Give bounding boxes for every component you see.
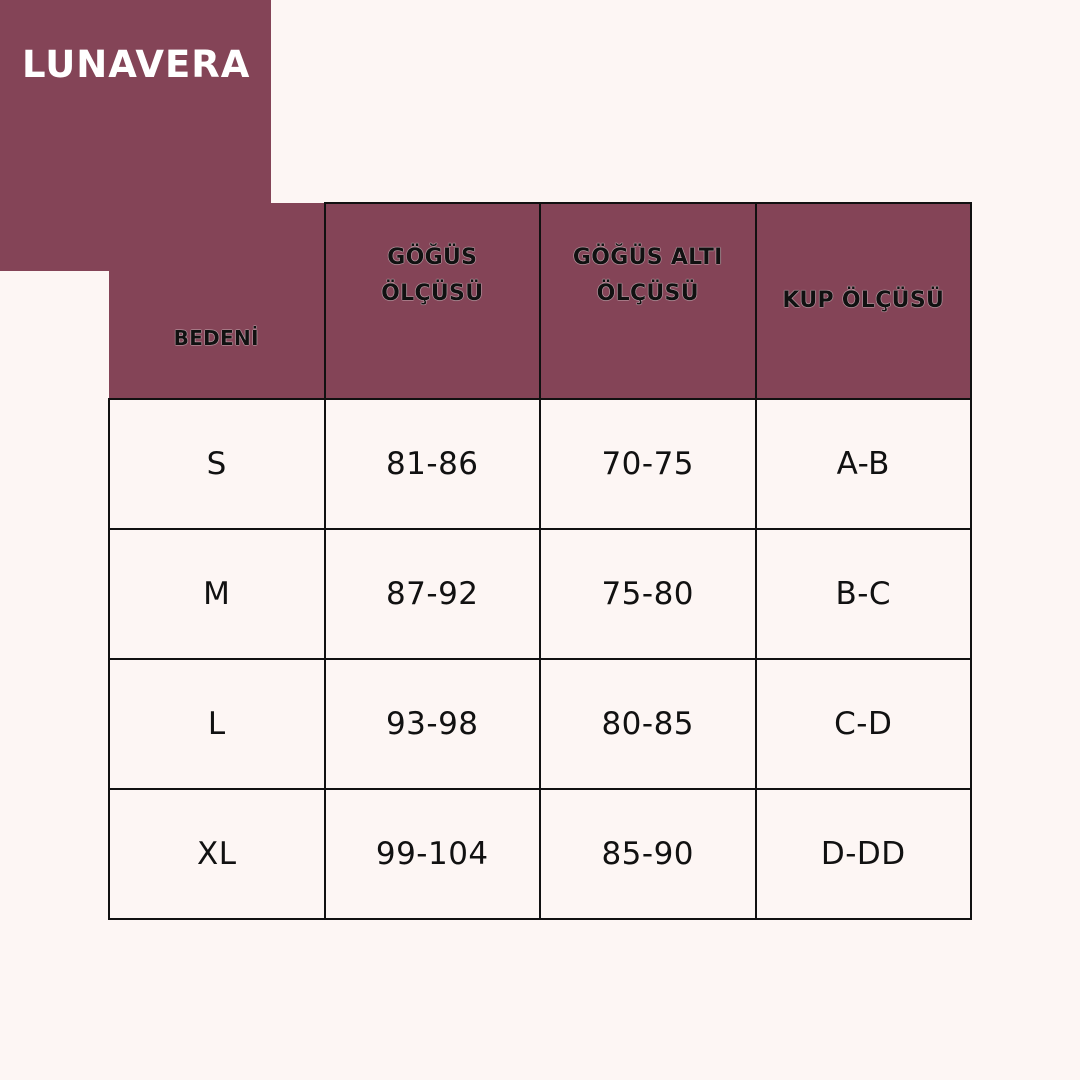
header-underbust (540, 203, 756, 399)
cell-cup: D-DD (756, 789, 972, 919)
cell-chest: 81-86 (325, 399, 541, 529)
cell-underbust: 85-90 (540, 789, 756, 919)
table-header-row (109, 203, 971, 399)
header-chest-label: GÖĞÜS ÖLÇÜSÜ (381, 245, 484, 306)
cell-size: M (109, 529, 325, 659)
size-chart-table (108, 202, 972, 920)
cell-underbust: 70-75 (540, 399, 756, 529)
table-row (109, 529, 971, 659)
brand-logo-text: LUNAVERA (22, 43, 251, 86)
cell-underbust: 75-80 (540, 529, 756, 659)
cell-underbust: 80-85 (540, 659, 756, 789)
table-row (109, 659, 971, 789)
header-chest (325, 203, 541, 399)
cell-size: L (109, 659, 325, 789)
cell-chest: 93-98 (325, 659, 541, 789)
table-row (109, 399, 971, 529)
header-cup-label: KUP ÖLÇÜSÜ (782, 288, 945, 313)
cell-size: S (109, 399, 325, 529)
cell-chest: 87-92 (325, 529, 541, 659)
cell-cup: B-C (756, 529, 972, 659)
header-size (109, 203, 325, 399)
cell-cup: C-D (756, 659, 972, 789)
cell-chest: 99-104 (325, 789, 541, 919)
header-size-label: BEDENİ (173, 326, 259, 350)
header-cup (756, 203, 972, 399)
cell-cup: A-B (756, 399, 972, 529)
table-row (109, 789, 971, 919)
header-underbust-label: GÖĞÜS ALTI ÖLÇÜSÜ (572, 245, 723, 306)
cell-size: XL (109, 789, 325, 919)
